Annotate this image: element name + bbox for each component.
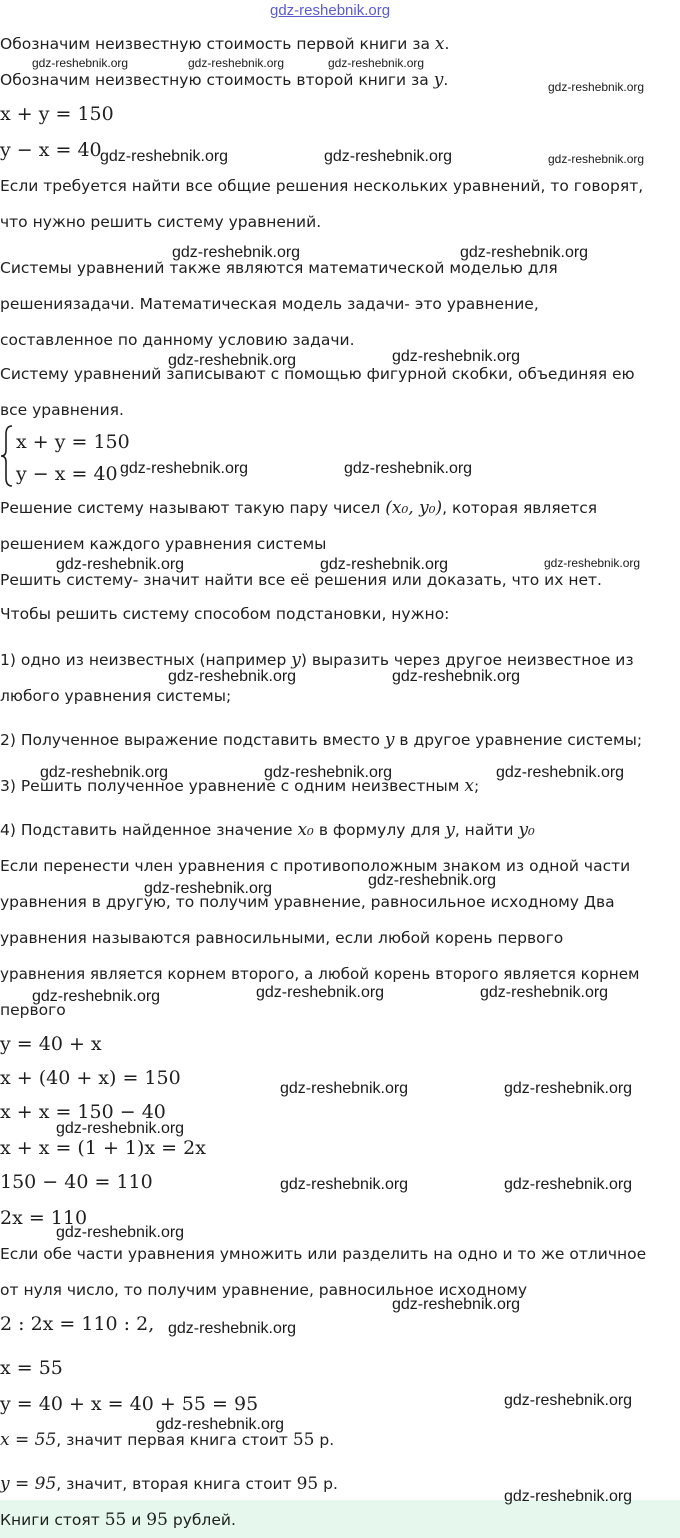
- watermark: gdz-reshebnik.org: [548, 152, 645, 166]
- system-equation-2: y − x = 40: [16, 463, 118, 485]
- watermark: gdz-reshebnik.org: [460, 244, 589, 261]
- paragraph-7e: первого: [0, 1001, 66, 1019]
- watermark: gdz-reshebnik.org: [172, 244, 301, 261]
- paragraph-4a: Решение систему называют такую пару чисел (x₀, y₀), которая является: [0, 498, 598, 518]
- watermark: gdz-reshebnik.org: [280, 1080, 409, 1097]
- system-equation-1: x + y = 150: [16, 431, 130, 453]
- calc-line-7: 2 : 2x = 110 : 2,: [0, 1313, 155, 1335]
- watermark: gdz-reshebnik.org: [320, 556, 449, 573]
- paragraph-2c: составленное по данному условию задачи.: [0, 331, 355, 349]
- calc-line-8: x = 55: [0, 1357, 63, 1379]
- watermark: gdz-reshebnik.org: [392, 348, 521, 365]
- watermark: gdz-reshebnik.org: [344, 460, 473, 477]
- calc-line-6: 2x = 110: [0, 1207, 88, 1229]
- watermark: gdz-reshebnik.org: [144, 880, 273, 897]
- intro-line-1: Обозначим неизвестную стоимость первой книги за x.: [0, 34, 450, 54]
- watermark: gdz-reshebnik.org: [120, 460, 249, 477]
- paragraph-2a: Системы уравнений также являются математической моделью для: [0, 259, 558, 277]
- watermark: gdz-reshebnik.org: [324, 148, 453, 165]
- watermark: gdz-reshebnik.org: [100, 148, 229, 165]
- watermark: gdz-reshebnik.org: [392, 1296, 521, 1313]
- watermark: gdz-reshebnik.org: [264, 764, 393, 781]
- step-2: 2) Полученное выражение подставить вместо y в другое уравнение системы;: [0, 730, 643, 750]
- calc-line-5: 150 − 40 = 110: [0, 1171, 153, 1193]
- watermark: gdz-reshebnik.org: [504, 1080, 633, 1097]
- paragraph-7c: уравнения называются равносильными, если любой корень первого: [0, 929, 564, 947]
- watermark: gdz-reshebnik.org: [392, 668, 521, 685]
- paragraph-5: Решить систему- значит найти все её решения или доказать, что их нет.: [0, 571, 602, 589]
- watermark: gdz-reshebnik.org: [504, 1176, 633, 1193]
- calc-line-4: x + x = (1 + 1)x = 2x: [0, 1137, 206, 1159]
- answer-text: Книги стоят 55 и 95 рублей.: [0, 1510, 236, 1530]
- paragraph-3a: Систему уравнений записывают с помощью фигурной скобки, объединяя ею: [0, 365, 635, 383]
- watermark: gdz-reshebnik.org: [168, 668, 297, 685]
- step-1a: 1) одно из неизвестных (например y) выразить через другое неизвестное из: [0, 650, 634, 670]
- paragraph-4b: решением каждого уравнения системы: [0, 535, 327, 553]
- watermark: gdz-reshebnik.org: [156, 1416, 285, 1433]
- watermark: gdz-reshebnik.org: [548, 80, 645, 94]
- calc-line-9: y = 40 + x = 40 + 55 = 95: [0, 1393, 259, 1415]
- site-header-link[interactable]: gdz-reshebnik.org: [270, 2, 391, 19]
- watermark: gdz-reshebnik.org: [256, 984, 385, 1001]
- paragraph-3b: все уравнения.: [0, 401, 124, 419]
- watermark: gdz-reshebnik.org: [280, 1176, 409, 1193]
- watermark: gdz-reshebnik.org: [56, 556, 185, 573]
- paragraph-7b: уравнения в другую, то получим уравнение, равносильное исходному Два: [0, 893, 615, 911]
- equation-2: y − x = 40: [0, 139, 102, 161]
- paragraph-7a: Если перенести член уравнения с противоположным знаком из одной части: [0, 857, 631, 875]
- paragraph-7d: уравнения является корнем второго, а любой корень второго является корнем: [0, 965, 640, 983]
- calc-line-3: x + x = 150 − 40: [0, 1101, 166, 1123]
- calc-line-1: y = 40 + x: [0, 1033, 102, 1055]
- intro-line-2: Обозначим неизвестную стоимость второй книги за y.: [0, 70, 449, 90]
- watermark: gdz-reshebnik.org: [56, 1120, 185, 1137]
- paragraph-1b: что нужно решить систему уравнений.: [0, 213, 322, 231]
- step-1b: любого уравнения системы;: [0, 687, 232, 705]
- watermark: gdz-reshebnik.org: [368, 872, 497, 889]
- paragraph-1a: Если требуется найти все общие решения нескольких уравнений, то говорят,: [0, 177, 644, 195]
- watermark: gdz-reshebnik.org: [544, 556, 641, 570]
- watermark: gdz-reshebnik.org: [56, 1224, 185, 1241]
- equation-1: x + y = 150: [0, 103, 114, 125]
- watermark: gdz-reshebnik.org: [40, 764, 169, 781]
- curly-brace-icon: [0, 424, 14, 488]
- watermark: gdz-reshebnik.org: [328, 56, 425, 70]
- watermark: gdz-reshebnik.org: [480, 984, 609, 1001]
- watermark: gdz-reshebnik.org: [504, 1488, 633, 1505]
- step-4: 4) Подставить найденное значение x₀ в формулу для y, найти y₀: [0, 820, 535, 840]
- paragraph-8a: Если обе части уравнения умножить или разделить на одно и то же отличное: [0, 1245, 647, 1263]
- paragraph-6: Чтобы решить систему способом подстановки, нужно:: [0, 605, 450, 623]
- paragraph-2b: решениязадачи. Математическая модель задачи- это уравнение,: [0, 295, 539, 313]
- watermark: gdz-reshebnik.org: [496, 764, 625, 781]
- result-line-2: y = 95, значит, вторая книга стоит 95 р.: [0, 1474, 338, 1494]
- watermark: gdz-reshebnik.org: [168, 1320, 297, 1337]
- watermark: gdz-reshebnik.org: [504, 1392, 633, 1409]
- result-line-1: x = 55, значит первая книга стоит 55 р.: [0, 1430, 335, 1450]
- watermark: gdz-reshebnik.org: [168, 352, 297, 369]
- watermark: gdz-reshebnik.org: [188, 56, 285, 70]
- watermark: gdz-reshebnik.org: [32, 56, 129, 70]
- paragraph-8b: от нуля число, то получим уравнение, равносильное исходному: [0, 1281, 528, 1299]
- calc-line-2: x + (40 + x) = 150: [0, 1067, 181, 1089]
- step-3: 3) Решить полученное уравнение с одним неизвестным x;: [0, 776, 480, 796]
- watermark: gdz-reshebnik.org: [32, 988, 161, 1005]
